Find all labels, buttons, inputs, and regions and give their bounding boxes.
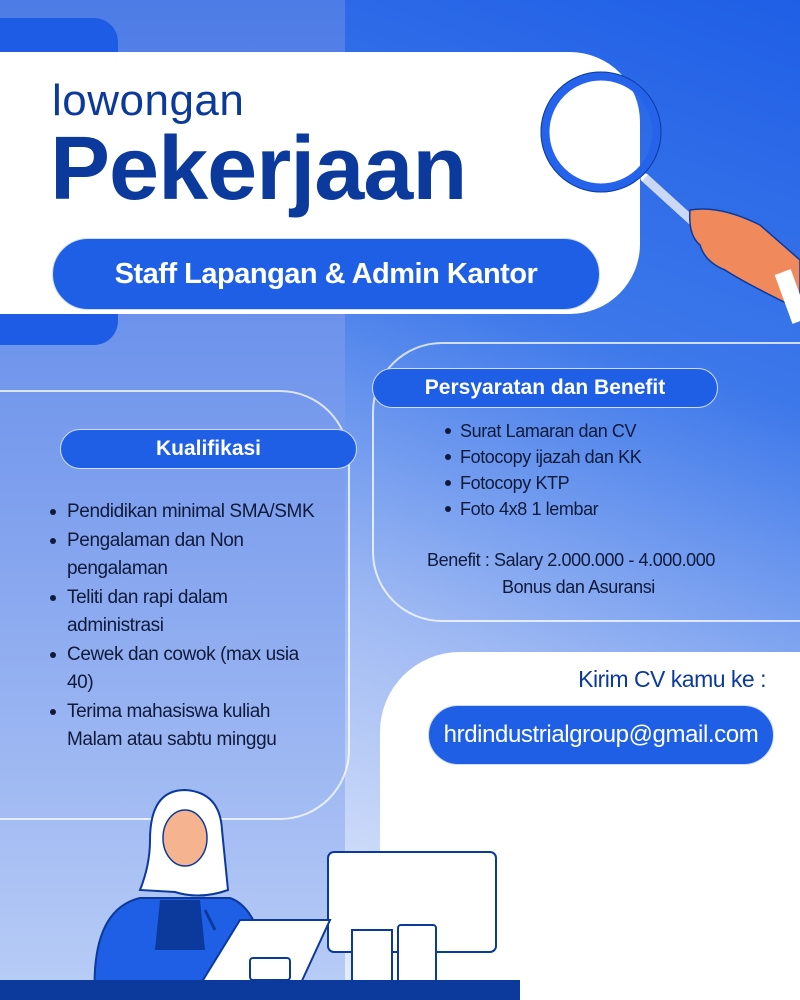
list-item: Cewek dan cowok (max usia 40): [50, 641, 320, 698]
benefit-bonus: Bonus dan Asuransi: [502, 577, 655, 597]
position-pill: Staff Lapangan & Admin Kantor: [52, 238, 600, 310]
requirements-list: [445, 418, 641, 522]
magnifier-hand-icon: [0, 0, 800, 340]
list-item: Foto 4x8 1 lembar: [445, 496, 641, 522]
email-link[interactable]: hrdindustrialgroup@gmail.com: [428, 705, 774, 765]
list-item: Fotocopy KTP: [445, 470, 641, 496]
list-item: Teliti dan rapi dalam administrasi: [50, 584, 320, 641]
requirements-heading: Persyaratan dan Benefit: [372, 368, 718, 408]
benefit-salary: Benefit : Salary 2.000.000 - 4.000.000: [427, 550, 716, 570]
qualification-heading: Kualifikasi: [60, 429, 357, 469]
qualification-list: [50, 498, 320, 755]
list-item: Pengalaman dan Non pengalaman: [50, 527, 320, 584]
contact-label: Kirim CV kamu ke :: [578, 666, 766, 692]
woman-at-computer-illustration: [0, 780, 800, 1000]
title-big: Pekerjaan: [50, 119, 467, 219]
list-item: Surat Lamaran dan CV: [445, 418, 641, 444]
list-item: Pendidikan minimal SMA/SMK: [50, 498, 320, 527]
title-small: lowongan: [52, 76, 245, 125]
list-item: Fotocopy ijazah dan KK: [445, 444, 641, 470]
list-item: Terima mahasiswa kuliah Malam atau sabtu minggu: [50, 698, 320, 755]
